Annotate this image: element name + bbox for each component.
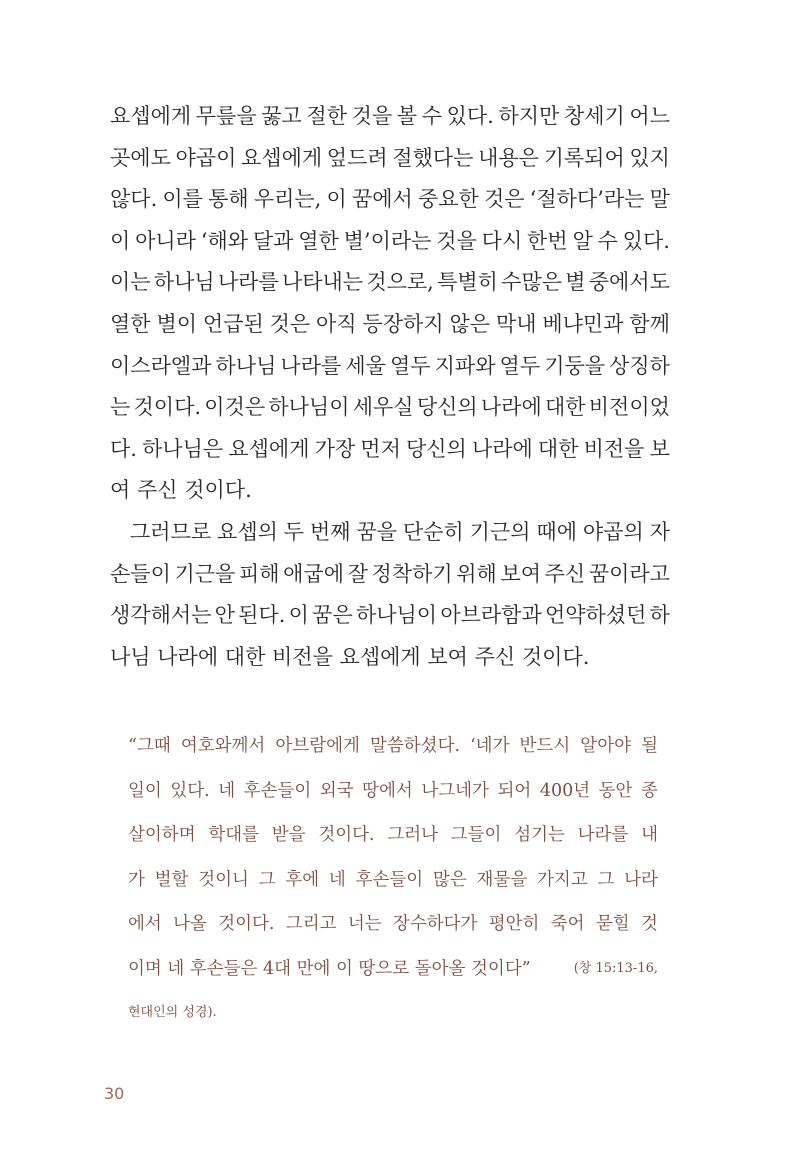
quote-line: 에서 나올 것이다. 그리고 너는 장수하다가 평안히 죽어 묻힐 것 [128, 914, 658, 934]
body-line: 손들이 기근을 피해 애굽에 잘 정착하기 위해 보여 주신 꿈이라고 [110, 561, 670, 586]
quote-line: 살이하며 학대를 받을 것이다. 그러나 그들이 섬기는 나라를 내 [128, 825, 658, 845]
body-line: 생각해서는 안 된다. 이 꿈은 하나님이 아브라함과 언약하셨던 하 [110, 603, 670, 628]
body-line: 나님 나라에 대한 비전을 요셉에게 보여 주신 것이다. [110, 644, 590, 669]
quote-line-with-reference [128, 947, 658, 992]
body-line: 곳에도 야곱이 요셉에게 엎드려 절했다는 내용은 기록되어 있지 [110, 145, 670, 170]
body-line: 는 것이다. 이것은 하나님이 세우실 당신의 나라에 대한 비전이었 [110, 395, 670, 420]
body-line: 요셉에게 무릎을 꿇고 절한 것을 볼 수 있다. 하지만 창세기 어느 [110, 104, 670, 128]
main-text [110, 96, 670, 678]
page-number: 30 [104, 1084, 125, 1103]
quote-line: “그때 여호와께서 아브람에게 말씀하셨다. ‘네가 반드시 알아야 될 [128, 736, 658, 756]
quote-reference: (창 15:13-16, [573, 960, 658, 976]
body-line: 다. 하나님은 요셉에게 가장 먼저 당신의 나라에 대한 비전을 보 [110, 436, 670, 461]
quote-reference-line [128, 991, 658, 1036]
quote-line: 가 벌할 것이니 그 후에 네 후손들이 많은 재물을 가지고 그 나라 [128, 869, 658, 890]
body-line: 이스라엘과 하나님 나라를 세울 열두 지파와 열두 기둥을 상징하 [110, 353, 670, 378]
quote-reference-tail: 현대인의 성경). [128, 1005, 217, 1020]
body-line: 이 아니라 ‘해와 달과 열한 별’이라는 것을 다시 한번 알 수 있다. [110, 228, 670, 253]
body-line: 이는 하나님 나라를 나타내는 것으로, 특별히 수많은 별 중에서도 [110, 270, 670, 295]
quote-line: 일이 있다. 네 후손들이 외국 땅에서 나그네가 되어 400년 동안 종 [128, 780, 658, 801]
body-line: 그러므로 요셉의 두 번째 꿈을 단순히 기근의 때에 야곱의 자 [130, 519, 670, 544]
body-line: 열한 별이 언급된 것은 아직 등장하지 않은 막내 베냐민과 함께 [110, 311, 670, 336]
body-line: 여 주신 것이다. [110, 478, 252, 503]
scripture-quote [128, 724, 658, 1036]
body-line: 않다. 이를 통해 우리는, 이 꿈에서 중요한 것은 ‘절하다’라는 말 [110, 187, 670, 212]
quote-line: 이며 네 후손들은 4대 만에 이 땅으로 돌아올 것이다” [128, 958, 531, 979]
